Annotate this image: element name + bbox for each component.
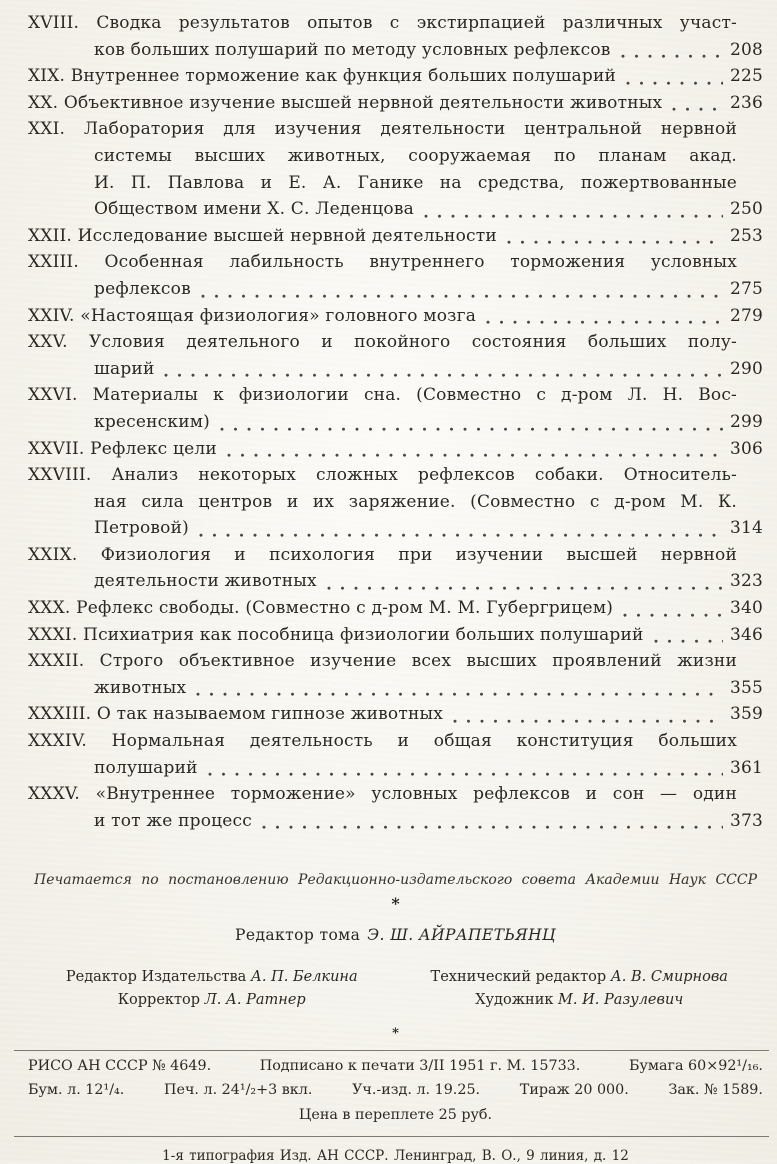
dot-leader xyxy=(424,206,723,223)
toc-entry-title-cont: системы высших животных, сооружаемая по планам акад. xyxy=(94,145,737,166)
imprint-segment: Зак. № 1589. xyxy=(668,1082,763,1099)
staff-line xyxy=(28,989,396,1012)
toc-entry-numeral: XIX. xyxy=(28,66,66,87)
toc-entry-page: 340 xyxy=(729,598,763,619)
toc-entry-numeral: XXVIII. xyxy=(28,465,92,486)
toc-entry-title: XXXIII. О так называемом гипнозе животных xyxy=(28,704,443,725)
toc-entry-numeral: XXVII. xyxy=(28,438,85,459)
toc-line xyxy=(28,675,763,702)
toc-entry xyxy=(28,249,763,302)
toc-line xyxy=(28,10,737,37)
toc-entry-numeral: XXIII. xyxy=(28,252,79,273)
toc-list xyxy=(28,10,763,834)
toc-entry-title-cont: деятельности животных xyxy=(94,571,317,592)
toc-entry-title: XXIV. «Настоящая физиология» головного мозга xyxy=(28,305,477,326)
toc-line xyxy=(28,249,737,276)
toc-line xyxy=(28,170,737,197)
toc-entry-title: XXVI. Материалы к физиологии сна. (Совместно с д-ром Л. Н. Вос- xyxy=(28,385,737,406)
separator-star-2: * xyxy=(392,1026,399,1042)
toc-entry-numeral: XVIII. xyxy=(28,13,80,33)
toc-entry xyxy=(28,701,763,728)
volume-editor-line xyxy=(28,926,763,944)
separator-star: * xyxy=(391,894,400,914)
toc-entry-numeral: XXXI. xyxy=(28,624,78,645)
toc-line xyxy=(28,223,763,250)
toc-line xyxy=(28,382,737,409)
staff-line xyxy=(28,966,396,989)
dot-leader xyxy=(199,525,723,542)
toc-line xyxy=(28,622,763,649)
dot-leader xyxy=(201,286,723,303)
imprint-segment: РИСО АН СССР № 4649. xyxy=(28,1058,212,1075)
toc-entry xyxy=(28,436,763,463)
toc-line xyxy=(28,462,737,489)
toc-entry-page: 346 xyxy=(729,624,763,645)
dot-leader xyxy=(654,631,723,648)
toc-entry-title: XXV. Условия деятельного и покойного состояния больших полу- xyxy=(28,332,737,353)
toc-line xyxy=(28,755,763,782)
toc-entry-page: 208 xyxy=(729,39,763,60)
toc-entry xyxy=(28,10,763,63)
toc-line xyxy=(28,781,737,808)
toc-entry-title: XXIII. Особенная лабильность внутреннего торможения условных xyxy=(28,252,737,273)
toc-entry-title-cont: ная сила центров и их заряжение. (Совместно с д-ром М. К. xyxy=(94,491,737,512)
toc-entry xyxy=(28,382,763,435)
toc-line xyxy=(28,63,763,90)
toc-entry-title: XXX. Рефлекс свободы. (Совместно с д-ром М. М. Губергрицем) xyxy=(28,598,614,619)
staff-role: Редактор Издательства xyxy=(65,969,247,986)
toc-entry-page: 359 xyxy=(729,704,763,725)
toc-entry-numeral: XXXIV. xyxy=(28,731,87,752)
toc-line xyxy=(28,489,737,516)
dot-leader xyxy=(227,445,723,462)
toc-line xyxy=(28,143,737,170)
dot-leader xyxy=(196,684,723,701)
toc-entry-title-cont: шарий xyxy=(94,358,155,379)
toc-entry-title-cont: Обществом имени Х. С. Леденцова xyxy=(94,199,414,220)
toc-line xyxy=(28,728,737,755)
toc-entry-title-cont: Петровой) xyxy=(94,518,189,539)
toc-entry-title: XXXV. «Внутреннее торможение» условных рефлексов и сон — один xyxy=(28,784,737,805)
toc-entry-title: XXVII. Рефлекс цели xyxy=(28,438,217,459)
dot-leader xyxy=(621,46,723,63)
staff-block xyxy=(28,966,763,1012)
toc-entry xyxy=(28,728,763,781)
toc-entry-title-cont: животных xyxy=(94,677,187,698)
price-line: Цена в переплете 25 руб. xyxy=(298,1107,493,1124)
toc-entry-title-cont: кресенским) xyxy=(94,411,211,432)
dot-leader xyxy=(164,365,723,382)
toc-entry-title: XXXI. Психиатрия как пособница физиологии больших полушарий xyxy=(28,624,644,645)
toc-entry-page: 314 xyxy=(729,518,763,539)
toc-line xyxy=(28,808,763,835)
volume-editor-role: Редактор тома xyxy=(235,926,361,945)
toc-entry-numeral: XXII. xyxy=(28,225,73,246)
toc-entry xyxy=(28,90,763,117)
rule-top xyxy=(14,1050,769,1051)
toc-line xyxy=(28,701,763,728)
toc-line xyxy=(28,303,763,330)
dot-leader xyxy=(486,312,723,329)
toc-line xyxy=(28,648,737,675)
toc-entry-title: XXVIII. Анализ некоторых сложных рефлексов собаки. Относитель- xyxy=(28,465,737,486)
dot-leader xyxy=(626,73,723,90)
imprint-row-2 xyxy=(28,1078,763,1102)
dot-leader xyxy=(672,99,723,116)
toc-entry-title-cont: И. П. Павлова и Е. А. Ганике на средства, пожертвованные xyxy=(94,172,737,193)
toc-entry-title-cont: полушарий xyxy=(94,757,198,778)
toc-entry-title: XX. Объективное изучение высшей нервной деятельности животных xyxy=(28,92,663,113)
toc-entry xyxy=(28,329,763,382)
imprint-segment: Тираж 20 000. xyxy=(519,1082,629,1099)
staff-line xyxy=(396,966,764,989)
toc-entry xyxy=(28,116,763,222)
staff-name: А. В. Смирнова xyxy=(610,969,728,986)
toc-entry-page: 250 xyxy=(729,199,763,220)
toc-line xyxy=(28,276,763,303)
toc-entry-title-cont: рефлексов xyxy=(94,278,191,299)
toc-line xyxy=(28,196,763,223)
rule-bottom xyxy=(14,1136,769,1137)
imprint-segment: Подписано к печати 3/II 1951 г. М. 15733. xyxy=(259,1058,581,1075)
toc-entry-page: 275 xyxy=(729,278,763,299)
toc-entry-title-cont: ков больших полушарий по методу условных рефлексов xyxy=(94,39,611,60)
toc-entry-page: 306 xyxy=(729,438,763,459)
toc-entry-numeral: XXXII. xyxy=(28,651,85,672)
dot-leader xyxy=(507,232,723,249)
toc-entry-title: XXXIV. Нормальная деятельность и общая конституция больших xyxy=(28,731,737,752)
toc-entry-page: 236 xyxy=(729,92,763,113)
toc-entry-page: 299 xyxy=(729,411,763,432)
toc-entry-numeral: XXXV. xyxy=(28,784,81,805)
toc-entry xyxy=(28,63,763,90)
staff-left-column xyxy=(28,966,396,1012)
toc-entry-page: 361 xyxy=(729,757,763,778)
toc-entry xyxy=(28,542,763,595)
toc-entry-title: XVIII. Сводка результатов опытов с экстирпацией различных участ- xyxy=(28,13,737,33)
toc-entry-numeral: XXXIII. xyxy=(28,704,92,725)
toc-line xyxy=(28,90,763,117)
imprint-segment: Бум. л. 12¹/₄. xyxy=(28,1082,125,1099)
staff-name: Л. А. Ратнер xyxy=(204,992,306,1009)
toc-entry-numeral: XXVI. xyxy=(28,385,78,406)
imprint-row-1 xyxy=(28,1054,763,1078)
toc-entry-page: 355 xyxy=(729,677,763,698)
toc-line xyxy=(28,436,763,463)
dot-leader xyxy=(208,764,723,781)
dot-leader xyxy=(262,817,723,834)
toc-entry-numeral: XXX. xyxy=(28,598,71,619)
toc-line xyxy=(28,37,763,64)
toc-entry xyxy=(28,648,763,701)
toc-entry-title: XIX. Внутреннее торможение как функция больших полушарий xyxy=(28,66,617,87)
toc-line xyxy=(28,356,763,383)
printer-line: 1-я типография Изд. АН СССР. Ленинград, В. О., 9 линия, д. 12 xyxy=(162,1148,629,1164)
toc-entry-page: 253 xyxy=(729,225,763,246)
toc-entry-title: XXI. Лаборатория для изучения деятельности центральной нервной xyxy=(28,119,737,140)
toc-entry-page: 279 xyxy=(729,305,763,326)
staff-line xyxy=(396,989,764,1012)
toc-entry-page: 323 xyxy=(729,571,763,592)
imprint-block xyxy=(28,1054,763,1128)
toc-entry xyxy=(28,462,763,542)
toc-entry xyxy=(28,223,763,250)
toc-line xyxy=(28,329,737,356)
toc-entry xyxy=(28,622,763,649)
toc-line xyxy=(28,595,763,622)
dot-leader xyxy=(220,419,723,436)
decree-line: Печатается по постановлению Редакционно-издательского совета Академии Наук СССР xyxy=(34,872,757,889)
toc-entry xyxy=(28,303,763,330)
toc-entry-title: XXIX. Физиология и психология при изучении высшей нервной xyxy=(28,544,737,565)
staff-role: Технический редактор xyxy=(430,969,607,986)
staff-name: А. П. Белкина xyxy=(250,969,358,986)
toc-entry-numeral: XXI. xyxy=(28,119,66,140)
imprint-segment: Печ. л. 24¹/₂+3 вкл. xyxy=(164,1082,313,1099)
toc-entry xyxy=(28,781,763,834)
toc-entry-page: 225 xyxy=(729,66,763,87)
dot-leader xyxy=(453,711,723,728)
toc-entry-title-cont: и тот же процесс xyxy=(94,810,252,831)
toc-entry-title: XXXII. Строго объективное изучение всех высших проявлений жизни xyxy=(28,651,737,672)
toc-entry-page: 373 xyxy=(729,810,763,831)
toc-line xyxy=(28,542,737,569)
toc-entry-numeral: XXV. xyxy=(28,332,68,353)
staff-name: М. И. Разулевич xyxy=(558,992,684,1009)
toc-line xyxy=(28,515,763,542)
toc-line xyxy=(28,116,737,143)
toc-entry-numeral: XXIV. xyxy=(28,305,75,326)
imprint-segment: Бумага 60×92¹/₁₆. xyxy=(628,1058,763,1075)
dot-leader xyxy=(327,578,723,595)
toc-entry xyxy=(28,595,763,622)
volume-editor-name: Э. Ш. АЙРАПЕТЬЯНЦ xyxy=(367,926,556,945)
toc-line xyxy=(28,409,763,436)
toc-entry-numeral: XX. xyxy=(28,92,59,113)
imprint-segment: Уч.-изд. л. 19.25. xyxy=(352,1082,481,1099)
dot-leader xyxy=(623,605,723,622)
staff-right-column xyxy=(396,966,764,1012)
toc-entry-numeral: XXIX. xyxy=(28,544,78,565)
staff-role: Художник xyxy=(475,992,554,1009)
toc-entry-title: XXII. Исследование высшей нервной деятельности xyxy=(28,225,497,246)
toc-entry-page: 290 xyxy=(729,358,763,379)
toc-line xyxy=(28,568,763,595)
staff-role: Корректор xyxy=(117,992,200,1009)
